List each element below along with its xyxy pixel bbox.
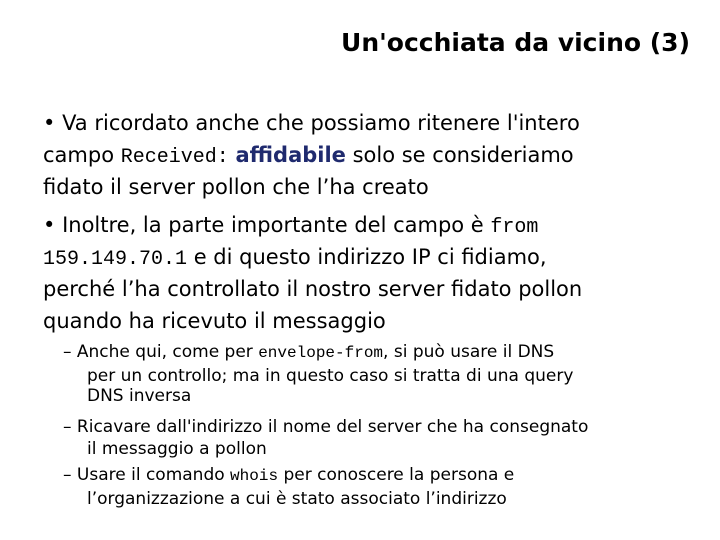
bullet-text: Inoltre, la parte importante del campo è (55, 213, 491, 237)
sub-bullet-text: Usare il comando (71, 465, 231, 485)
bullet-text: e di questo indirizzo IP ci fidiamo, (187, 245, 547, 269)
code-received: Received: (120, 146, 229, 169)
bullet-2-line-4: quando ha ricevuto il messaggio (43, 309, 386, 333)
emphasis-affidabile: affidabile (235, 143, 346, 167)
sub-bullet-text: Anche qui, come per (71, 342, 259, 362)
bullet-text: solo se consideriamo (345, 143, 574, 167)
sub-bullet-marker: – (63, 342, 72, 362)
sub-bullet-3-line-1 (63, 463, 514, 488)
sub-bullet-text: , si può usare il DNS (383, 342, 555, 362)
code-whois: whois (230, 467, 279, 485)
bullet-1-line-2 (43, 139, 703, 174)
bullet-1-line-1 (43, 107, 703, 139)
sub-bullet-1-line-2: per un controllo; ma in questo caso si tratta di una query (87, 366, 574, 386)
sub-bullet-1-line-3: DNS inversa (87, 386, 192, 406)
code-envelope-from: envelope-from (258, 344, 384, 362)
sub-bullet-text: per conoscere la persona e (278, 465, 515, 485)
bullet-2-line-1 (43, 209, 703, 244)
code-ip-address: 159.149.70.1 (43, 248, 188, 271)
code-from: from (490, 216, 539, 239)
bullet-1-line-3: fidato il server pollon che l’ha creato (43, 175, 429, 199)
sub-bullet-marker: – (63, 465, 72, 485)
bullet-text: Va ricordato anche che possiamo ritenere l'intero (55, 111, 580, 135)
slide-title: Un'occhiata da vicino (3) (341, 28, 690, 57)
bullet-2-line-3: perché l’ha controllato il nostro server fidato pollon (43, 277, 583, 301)
sub-bullet-marker: – (63, 417, 72, 437)
sub-bullet-3-line-2: l’organizzazione a cui è stato associato l’indirizzo (87, 489, 507, 509)
bullet-marker: • (43, 111, 56, 135)
bullet-text: campo (43, 143, 121, 167)
sub-bullet-text: Ricavare dall'indirizzo il nome del server che ha consegnato (71, 417, 589, 437)
sub-bullet-1-line-1 (63, 340, 554, 365)
sub-bullet-2-line-1 (63, 415, 588, 439)
bullet-marker: • (43, 213, 56, 237)
bullet-2-line-2 (43, 241, 703, 276)
sub-bullet-2-line-2: il messaggio a pollon (87, 439, 267, 459)
